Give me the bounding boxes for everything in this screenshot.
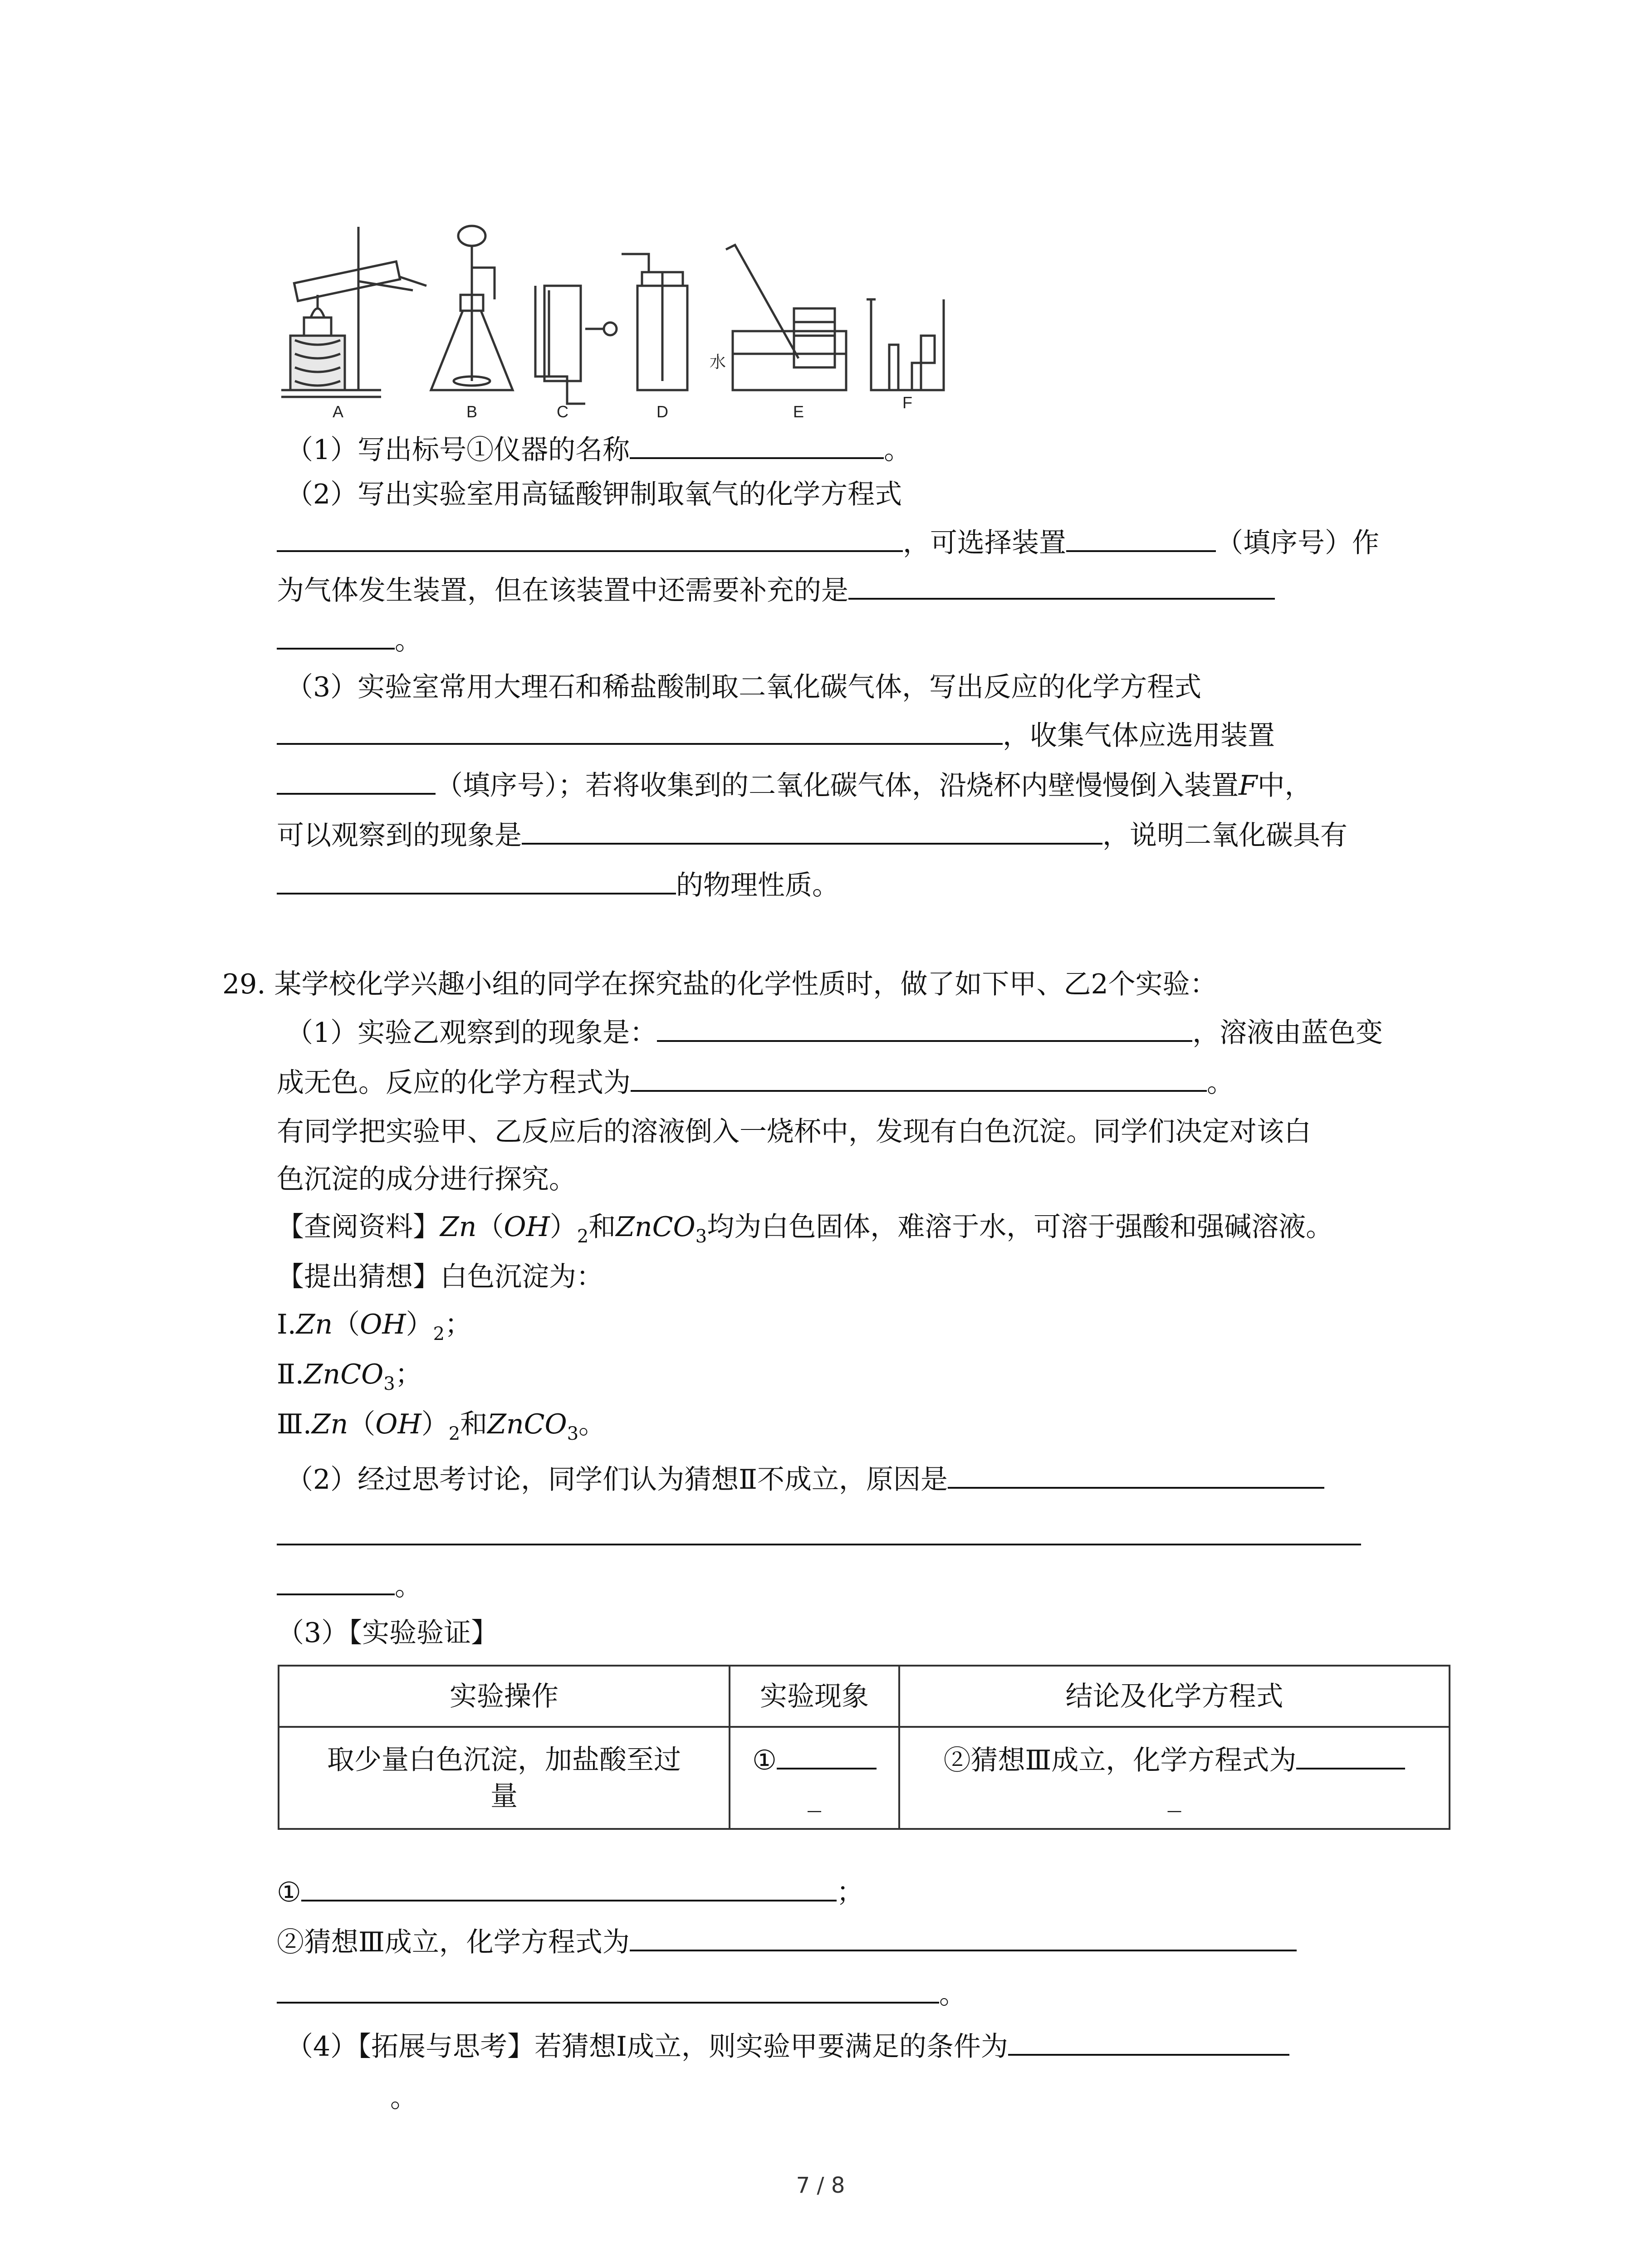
cell-operation: 取少量白色沉淀，加盐酸至过 量 xyxy=(279,1727,730,1829)
q28-part3-line3: （填序号）；若将收集到的二氧化碳气体，沿烧杯内壁慢慢倒入装置F中， xyxy=(277,767,1312,804)
q29-part4: （4）【拓展与思考】若猜想Ⅰ成立，则实验甲要满足的条件为 xyxy=(286,2028,1289,2065)
q29-part2-line2 xyxy=(277,1517,1361,1554)
q29-answer-1: ① ； xyxy=(277,1873,864,1911)
blank-experiment-b-equation[interactable] xyxy=(631,1064,1207,1092)
q29-intro: 29. 某学校化学兴趣小组的同学在探究盐的化学性质时，做了如下甲、乙2个实验： xyxy=(222,968,1217,1000)
header-phenomenon: 实验现象 xyxy=(730,1666,899,1727)
apparatus-c xyxy=(535,286,617,404)
blank-supplement-item[interactable] xyxy=(848,572,1275,600)
q29-part2-line3: 。 xyxy=(277,1567,422,1604)
blank-reason[interactable] xyxy=(948,1461,1324,1489)
blank-generator-device[interactable] xyxy=(1066,524,1216,552)
apparatus-figure xyxy=(277,218,966,426)
label-f: F xyxy=(902,393,912,412)
label-d: D xyxy=(656,402,668,421)
blank-physical-property[interactable] xyxy=(277,866,676,894)
blank-observed-phenomenon[interactable] xyxy=(522,816,1102,845)
q29-hypothesis-1: $Ⅰ.Zn(OH)_2$； xyxy=(277,1309,472,1344)
q29-answer-2: ②猜想Ⅲ成立，化学方程式为 xyxy=(277,1923,1297,1960)
table-header-row xyxy=(279,1666,1450,1727)
q28-part2-line2: ，可选择装置 （填序号）作 xyxy=(277,524,1379,561)
q29-hypothesis-head: 【提出猜想】白色沉淀为： xyxy=(277,1261,603,1293)
table-row xyxy=(279,1727,1450,1829)
label-b: B xyxy=(466,402,478,421)
blank-reason-cont[interactable] xyxy=(277,1517,1361,1545)
label-a: A xyxy=(332,402,344,421)
blank-reason-end[interactable] xyxy=(277,1567,395,1595)
q28-part1: （1）写出标号①仪器的名称 。 xyxy=(286,431,911,468)
blank-kmno4-equation[interactable] xyxy=(277,524,903,552)
apparatus-e xyxy=(726,245,846,390)
q29-answer-2-cont: 。 xyxy=(277,1975,966,2013)
header-operation: 实验操作 xyxy=(279,1666,730,1727)
q29-part1-line2: 成无色。反应的化学方程式为 。 xyxy=(277,1064,1234,1101)
blank-co2-equation[interactable] xyxy=(277,717,1003,745)
label-c: C xyxy=(557,402,568,421)
apparatus-f xyxy=(867,299,944,390)
apparatus-d xyxy=(622,254,687,390)
q28-part2-line4: 。 xyxy=(277,621,422,659)
q28-part3-line2: ，收集气体应选用装置 xyxy=(277,717,1275,754)
blank-supplement-item-cont[interactable] xyxy=(277,621,395,650)
water-label: 水 xyxy=(709,352,726,371)
cell-conclusion[interactable]: ②猜想Ⅲ成立，化学方程式为 _ xyxy=(899,1727,1450,1829)
blank-table-phenomenon[interactable] xyxy=(777,1741,877,1769)
q28-part2-line1: （2）写出实验室用高锰酸钾制取氧气的化学方程式 xyxy=(286,479,902,510)
q29-hypothesis-3: $Ⅲ.Zn(OH)_2$和ZnCO$_3$。 xyxy=(277,1408,606,1444)
label-e: E xyxy=(793,402,804,421)
q28-part3-line5: 的物理性质。 xyxy=(277,866,839,904)
apparatus-b xyxy=(431,226,513,390)
blank-instrument-name[interactable] xyxy=(630,431,884,459)
q29-statement-line1: 有同学把实验甲、乙反应后的溶液倒入一烧杯中，发现有白色沉淀。同学们决定对该白 xyxy=(277,1116,1311,1148)
blank-condition[interactable] xyxy=(1008,2028,1289,2056)
blank-collect-device[interactable] xyxy=(277,767,436,795)
q29-part2-line1: （2）经过思考讨论，同学们认为猜想Ⅱ不成立，原因是 xyxy=(286,1461,1324,1498)
blank-experiment-b-phenomenon[interactable] xyxy=(657,1014,1192,1042)
q28-part2-line3: 为气体发生装置，但在该装置中还需要补充的是 xyxy=(277,572,1275,609)
q29-part4-end: 。 xyxy=(390,2082,417,2114)
q28-part3-line4: 可以观察到的现象是 ，说明二氧化碳具有 xyxy=(277,816,1347,854)
cell-phenomenon[interactable]: ① _ xyxy=(730,1727,899,1829)
q29-part3-head: （3）【实验验证】 xyxy=(277,1617,499,1649)
blank-answer-phenomenon[interactable] xyxy=(301,1873,837,1901)
q29-reference: 【查阅资料】$Zn(OH)_2$和ZnCO$_3$均为白色固体，难溶于水，可溶于强酸和强碱溶液。 xyxy=(277,1211,1333,1247)
blank-table-equation[interactable] xyxy=(1296,1741,1405,1769)
q29-part1-line1: （1）实验乙观察到的现象是： ，溶液由蓝色变 xyxy=(286,1014,1383,1051)
apparatus-a xyxy=(281,227,426,397)
q29-hypothesis-2: Ⅱ.ZnCO$_3$； xyxy=(277,1359,422,1394)
header-conclusion: 结论及化学方程式 xyxy=(899,1666,1450,1727)
q29-statement-line2: 色沉淀的成分进行探究。 xyxy=(277,1163,576,1195)
blank-answer-equation-cont[interactable] xyxy=(277,1975,939,2004)
experiment-table xyxy=(278,1665,1450,1830)
q28-part3-line1: （3）实验室常用大理石和稀盐酸制取二氧化碳气体，写出反应的化学方程式 xyxy=(286,671,1202,703)
blank-answer-equation[interactable] xyxy=(630,1923,1297,1951)
page-number: 7 / 8 xyxy=(796,2173,845,2198)
